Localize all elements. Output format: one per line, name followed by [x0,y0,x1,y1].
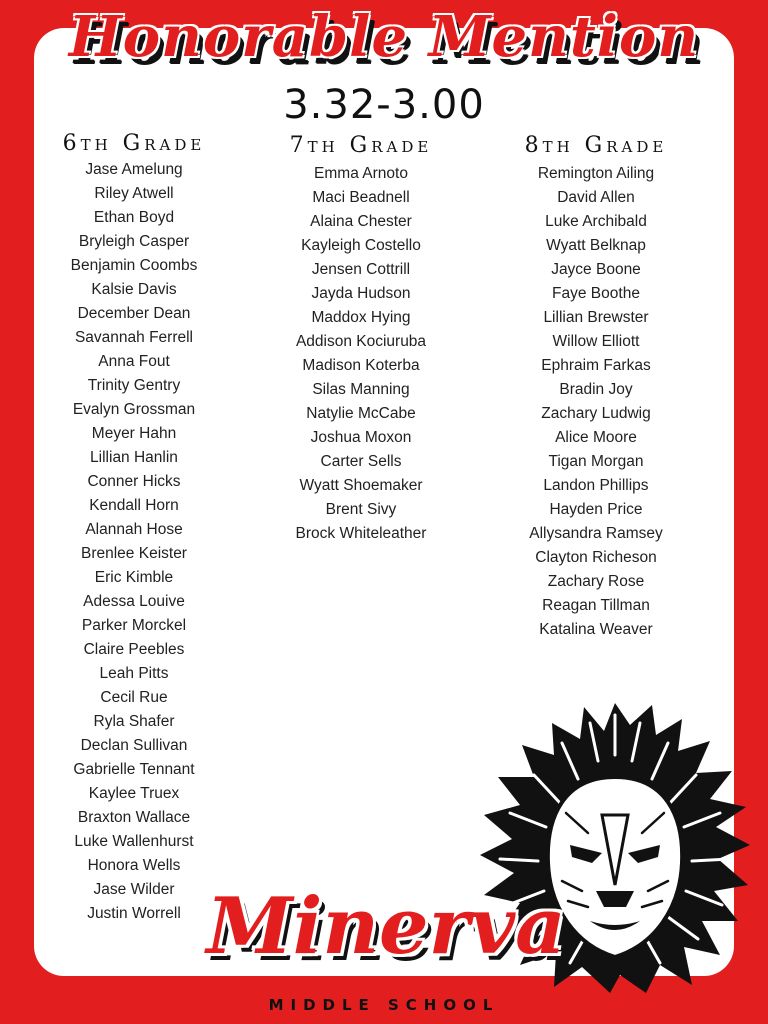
student-name: Jayce Boone [551,261,641,278]
page-title: Honorable Mention [68,4,700,70]
school-wordmark: Minerva [206,881,566,972]
student-name: Claire Peebles [83,641,185,658]
student-name: Jayda Hudson [311,285,411,302]
student-name: Kayleigh Costello [301,237,421,254]
student-name: Luke Wallenhurst [74,833,194,850]
student-name: Declan Sullivan [80,737,188,754]
student-name: Madison Koterba [302,357,420,374]
student-name: Alaina Chester [310,213,412,230]
grade-7-heading: 7th Grade [289,133,433,158]
student-name: Honora Wells [87,857,181,874]
grade-8-list [496,162,696,642]
student-name: Savannah Ferrell [74,329,194,346]
student-name: Parker Morckel [81,617,187,634]
gpa-range: 3.32-3.00 [283,82,485,128]
student-name: Brenlee Keister [81,545,187,562]
student-name: December Dean [77,305,191,322]
student-name: Cecil Rue [100,689,168,706]
student-name: Luke Archibald [545,213,647,230]
student-name: Ethan Boyd [93,209,175,226]
student-name: Evalyn Grossman [72,401,196,418]
student-name: Ryla Shafer [93,713,175,730]
student-name: Jensen Cottrill [311,261,411,278]
student-name: Alannah Hose [85,521,183,538]
student-name: Bryleigh Casper [78,233,190,250]
student-name: Faye Boothe [552,285,640,302]
student-name: Wyatt Shoemaker [299,477,423,494]
grade-7-list [261,162,461,546]
student-name: David Allen [557,189,635,206]
school-subtitle: MIDDLE SCHOOL [268,996,500,1014]
student-name: Kendall Horn [89,497,179,514]
student-name: Zachary Ludwig [541,405,651,422]
student-name: Meyer Hahn [91,425,177,442]
student-name: Jase Wilder [93,881,175,898]
student-name: Addison Kociuruba [295,333,427,350]
student-name: Reagan Tillman [542,597,650,614]
student-name: Carter Sells [320,453,402,470]
student-name: Ephraim Farkas [541,357,651,374]
student-name: Bradin Joy [559,381,633,398]
student-name: Conner Hicks [87,473,181,490]
student-name: Natylie McCabe [306,405,416,422]
student-name: Anna Fout [98,353,170,370]
student-name: Lillian Brewster [543,309,649,326]
student-name: Lillian Hanlin [90,449,178,466]
student-name: Emma Arnoto [314,165,408,182]
student-name: Riley Atwell [94,185,174,202]
grade-6-list [34,158,234,926]
student-name: Tigan Morgan [548,453,644,470]
student-name: Wyatt Belknap [546,237,646,254]
student-name: Silas Manning [312,381,410,398]
student-name: Benjamin Coombs [70,257,198,274]
student-name: Jase Amelung [85,161,183,178]
student-name: Zachary Rose [547,573,645,590]
grade-8-column [496,132,696,642]
student-name: Alice Moore [555,429,637,446]
student-name: Clayton Richeson [535,549,657,566]
grade-8-heading: 8th Grade [524,133,668,158]
student-name: Gabrielle Tennant [73,761,195,778]
student-name: Joshua Moxon [310,429,412,446]
grade-7-column [261,132,461,546]
grade-6-column [34,130,234,926]
student-name: Maci Beadnell [312,189,410,206]
student-name: Brent Sivy [325,501,397,518]
grade-6-heading: 6th Grade [62,131,206,156]
student-name: Justin Worrell [87,905,181,922]
student-name: Maddox Hying [311,309,411,326]
student-name: Leah Pitts [99,665,169,682]
student-name: Willow Elliott [552,333,640,350]
student-name: Hayden Price [549,501,643,518]
student-name: Landon Phillips [543,477,649,494]
student-name: Katalina Weaver [539,621,653,638]
student-name: Braxton Wallace [77,809,191,826]
student-name: Trinity Gentry [87,377,181,394]
student-name: Eric Kimble [94,569,174,586]
student-name: Kalsie Davis [91,281,177,298]
student-name: Brock Whiteleather [295,525,427,542]
student-name: Adessa Louive [83,593,185,610]
student-name: Allysandra Ramsey [529,525,663,542]
student-name: Remington Ailing [537,165,655,182]
student-name: Kaylee Truex [88,785,180,802]
